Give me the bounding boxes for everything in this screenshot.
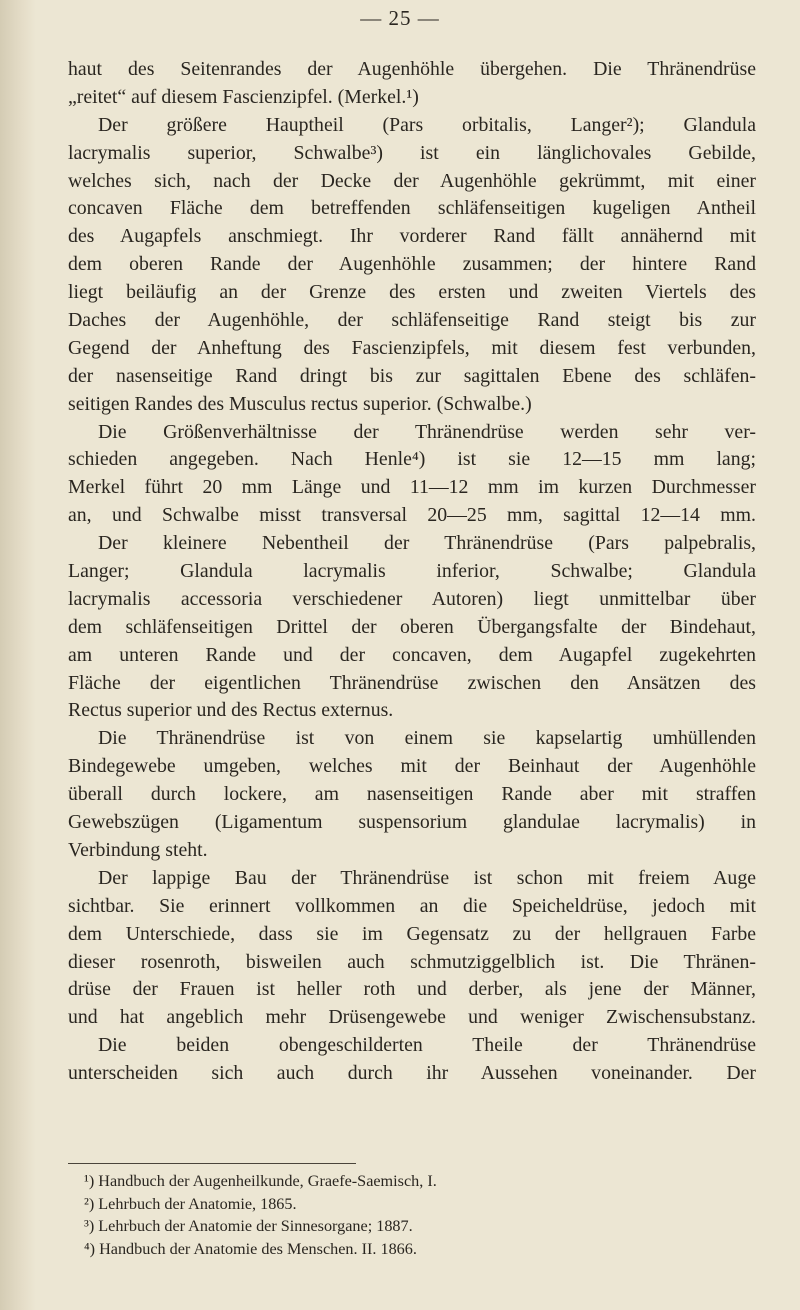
- text-line: drüse der Frauen ist heller roth und derber, als jene der Männer,: [68, 978, 756, 1001]
- text-line: Die beiden obengeschilderten Theile der Thränendrüse: [98, 1034, 756, 1057]
- text-line: und hat angeblich mehr Drüsengewebe und weniger Zwischensubstanz.: [68, 1006, 756, 1029]
- text-line: Gewebszügen (Ligamentum suspensorium glandulae lacrymalis) in: [68, 811, 756, 834]
- text-line: lacrymalis accessoria verschiedener Autoren) liegt unmittelbar über: [68, 587, 756, 610]
- text-line: liegt beiläufig an der Grenze des ersten und zweiten Viertels des: [68, 281, 756, 304]
- text-line: „reitet“ auf diesem Fascienzipfel. (Merkel.¹): [68, 85, 419, 108]
- text-line: dem oberen Rande der Augenhöhle zusammen; der hintere Rand: [68, 253, 756, 276]
- text-line: Rectus superior und des Rectus externus.: [68, 699, 394, 722]
- text-line: lacrymalis superior, Schwalbe³) ist ein länglichovales Gebilde,: [68, 141, 756, 164]
- text-line: dem schläfenseitigen Drittel der oberen Übergangsfalte der Bindehaut,: [68, 615, 756, 638]
- text-line: unterscheiden sich auch durch ihr Aussehen voneinander. Der: [68, 1062, 756, 1085]
- text-line: Verbindung steht.: [68, 838, 208, 861]
- text-line: Die Thränendrüse ist von einem sie kapselartig umhüllenden: [98, 727, 756, 750]
- footnote: ³) Lehrbuch der Anatomie der Sinnesorgane; 1887.: [84, 1217, 413, 1236]
- text-line: seitigen Randes des Musculus rectus superior. (Schwalbe.): [68, 392, 532, 415]
- text-line: concaven Fläche dem betreffenden schläfenseitigen kugeligen Antheil: [68, 197, 756, 220]
- footnote: ¹) Handbuch der Augenheilkunde, Graefe-Saemisch, I.: [84, 1172, 437, 1190]
- page-number: — 25 —: [360, 6, 440, 30]
- footnotes: [84, 1170, 756, 1260]
- footnote: ²) Lehrbuch der Anatomie, 1865.: [84, 1194, 297, 1213]
- text-line: Der größere Hauptheil (Pars orbitalis, Langer²); Glandula: [98, 113, 756, 136]
- text-line: Der lappige Bau der Thränendrüse ist schon mit freiem Auge: [98, 866, 756, 889]
- text-line: dieser rosenroth, bisweilen auch schmutziggelblich ist. Die Thränen-: [68, 950, 756, 973]
- text-line: Die Größenverhältnisse der Thränendrüse werden sehr ver-: [98, 420, 756, 443]
- text-line: haut des Seitenrandes der Augenhöhle übergehen. Die Thränendrüse: [68, 58, 756, 80]
- text-line: Langer; Glandula lacrymalis inferior, Schwalbe; Glandula: [68, 560, 756, 583]
- text-line: dem Unterschiede, dass sie im Gegensatz zu der hellgrauen Farbe: [68, 922, 756, 945]
- text-line: Fläche der eigentlichen Thränendrüse zwischen den Ansätzen des: [68, 671, 756, 694]
- text-line: der nasenseitige Rand dringt bis zur sagittalen Ebene des schläfen-: [68, 364, 756, 387]
- text-line: Bindegewebe umgeben, welches mit der Beinhaut der Augenhöhle: [68, 755, 756, 778]
- footnote: ⁴) Handbuch der Anatomie des Menschen. II. 1866.: [84, 1239, 417, 1258]
- text-line: an, und Schwalbe misst transversal 20—25 mm, sagittal 12—14 mm.: [68, 504, 756, 527]
- body-text: [68, 56, 756, 1088]
- text-line: Merkel führt 20 mm Länge und 11—12 mm im kurzen Durchmesser: [68, 476, 756, 499]
- text-line: Gegend der Anheftung des Fascienzipfels, mit diesem fest verbunden,: [68, 336, 756, 359]
- text-line: am unteren Rande und der concaven, dem Augapfel zugekehrten: [68, 643, 756, 666]
- text-line: Der kleinere Nebentheil der Thränendrüse (Pars palpebralis,: [98, 532, 756, 555]
- text-line: überall durch lockere, am nasenseitigen Rande aber mit straffen: [68, 783, 756, 806]
- footnote-rule: [68, 1163, 356, 1164]
- text-line: welches sich, nach der Decke der Augenhöhle gekrümmt, mit einer: [68, 169, 756, 192]
- text-line: sichtbar. Sie erinnert vollkommen an die Speicheldrüse, jedoch mit: [68, 894, 756, 917]
- text-line: des Augapfels anschmiegt. Ihr vorderer Rand fällt annähernd mit: [68, 225, 756, 248]
- text-line: Daches der Augenhöhle, der schläfenseitige Rand steigt bis zur: [68, 309, 756, 332]
- text-line: schieden angegeben. Nach Henle⁴) ist sie 12—15 mm lang;: [68, 448, 756, 471]
